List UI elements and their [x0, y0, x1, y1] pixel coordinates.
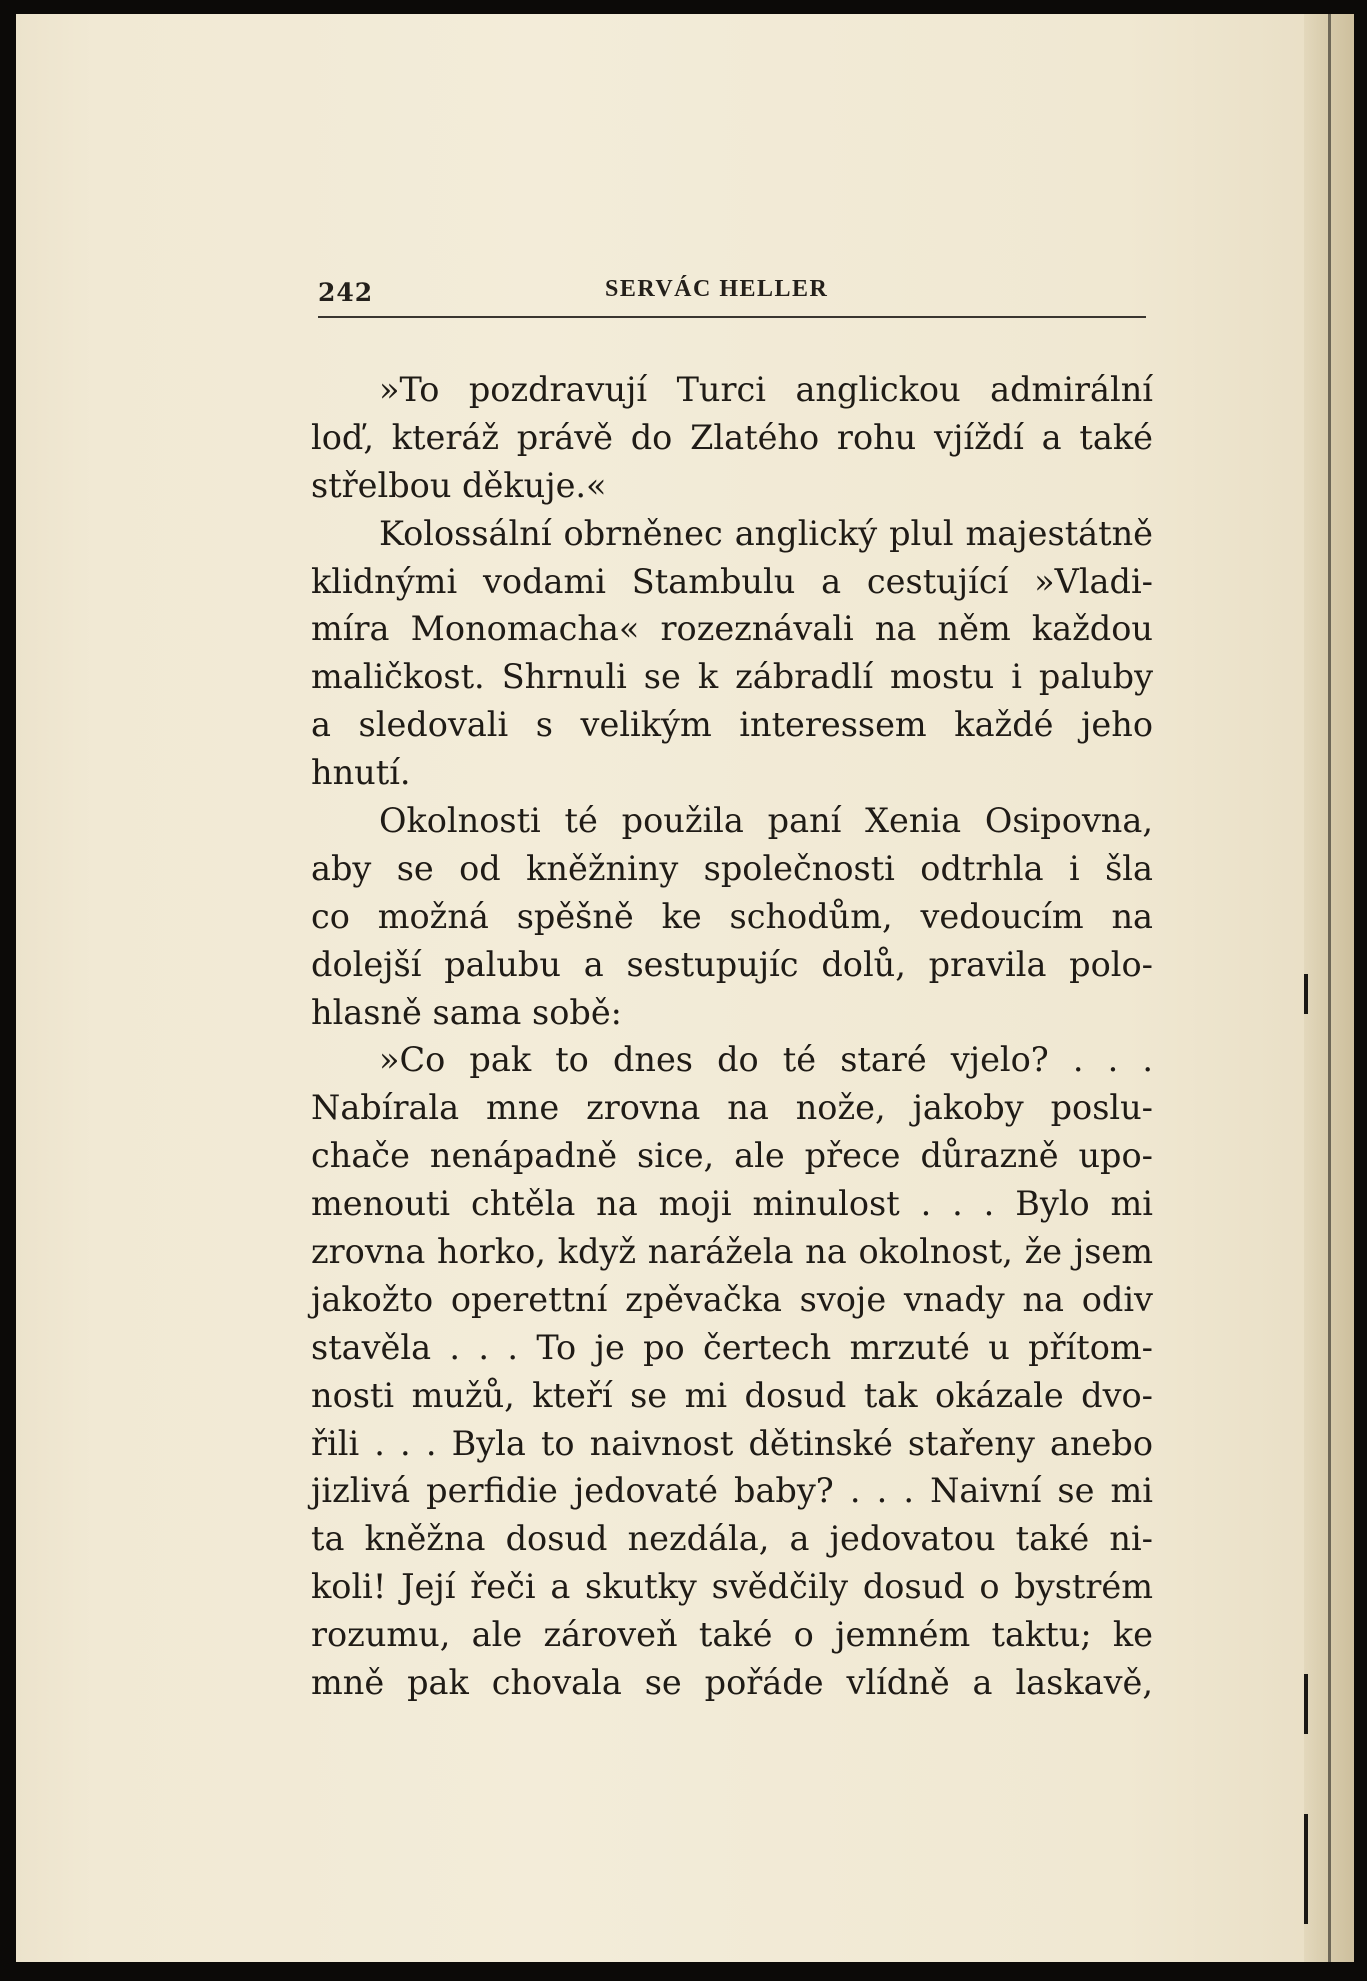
text-line: jizlivá perfidie jedovaté baby? . . . Naivní se mi — [311, 1471, 1153, 1511]
running-head: SERVÁC HELLER — [605, 276, 829, 302]
text-line: Nabírala mne zrovna na nože, jakoby poslu- — [311, 1088, 1153, 1128]
text-line: řili . . . Byla to naivnost dětinské stařeny anebo — [311, 1423, 1153, 1463]
text-line: klidnými vodami Stambulu a cestující »Vladi- — [311, 561, 1153, 601]
text-line: nosti mužů, kteří se mi dosud tak okázale dvo- — [311, 1375, 1153, 1415]
text-line: Kolossální obrněnec anglický plul majestátně — [379, 513, 1153, 553]
text-line: hnutí. — [311, 753, 411, 793]
text-line: maličkost. Shrnuli se k zábradlí mostu i paluby — [311, 657, 1153, 697]
text-line: koli! Její řeči a skutky svědčily dosud o bystrém — [311, 1567, 1153, 1607]
text-line: mně pak chovala se pořáde vlídně a laskavě, — [311, 1663, 1153, 1703]
text-line: hlasně sama sobě: — [311, 992, 622, 1032]
text-line: rozumu, ale zároveň také o jemném taktu; ke — [311, 1615, 1153, 1655]
text-line: co možná spěšně ke schodům, vedoucím na — [311, 896, 1153, 936]
text-line: dolejší palubu a sestupujíc dolů, pravila polo- — [311, 944, 1153, 984]
text-line: Okolnosti té použila paní Xenia Osipovna, — [379, 801, 1153, 841]
page-header — [318, 272, 1146, 318]
text-line: ta kněžna dosud nezdála, a jedovatou také ni- — [311, 1519, 1153, 1559]
edge-mark — [1304, 1814, 1308, 1924]
text-line: menouti chtěla na moji minulost . . . Bylo mi — [311, 1184, 1153, 1224]
text-line: zrovna horko, když narážela na okolnost, že jsem — [311, 1232, 1153, 1272]
text-line: loď, kteráž právě do Zlatého rohu vjíždí a také — [311, 417, 1153, 457]
text-line: »Co pak to dnes do té staré vjelo? . . . — [379, 1040, 1153, 1080]
gutter-line — [1328, 14, 1331, 1962]
page-number: 242 — [318, 278, 374, 307]
text-line: »To pozdravují Turci anglickou admirální — [379, 370, 1153, 409]
edge-mark — [1304, 974, 1308, 1014]
text-line: stavěla . . . To je po čertech mrzuté u přítom- — [311, 1327, 1153, 1367]
edge-mark — [1304, 1674, 1308, 1734]
text-line: a sledovali s velikým interessem každé jeho — [311, 705, 1153, 745]
text-line: míra Monomacha« rozeznávali na něm každou — [311, 609, 1153, 649]
text-line: chače nenápadně sice, ale přece důrazně upo- — [311, 1136, 1153, 1176]
text-line: aby se od kněžniny společnosti odtrhla i šla — [311, 848, 1153, 888]
page-edge-shadow — [1304, 14, 1354, 1962]
text-line: střelbou děkuje.« — [311, 465, 607, 505]
text-line: jakožto operettní zpěvačka svoje vnady na odiv — [311, 1279, 1153, 1319]
body-text — [311, 366, 1153, 1707]
